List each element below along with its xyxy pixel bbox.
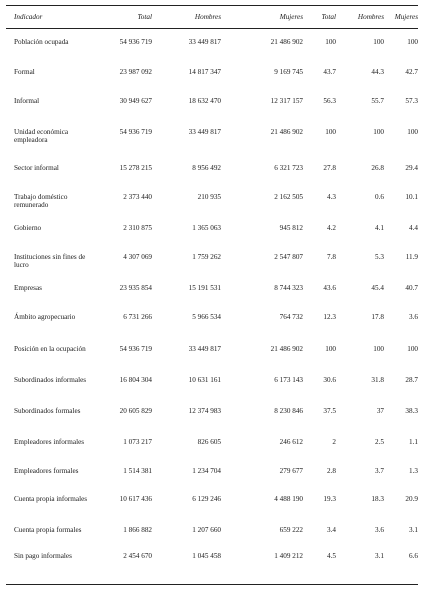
cell-hombres-pct: 45.4 <box>371 284 384 292</box>
cell-total-pct: 4.5 <box>327 552 336 560</box>
cell-hombres-pct: 100 <box>373 128 384 136</box>
cell-total: 23 987 092 <box>119 68 152 76</box>
cell-total: 54 936 719 <box>119 128 152 136</box>
table-row <box>6 88 418 119</box>
cell-total-pct: 4.3 <box>327 193 336 201</box>
cell-hombres: 15 191 531 <box>188 284 221 292</box>
cell-mujeres-pct: 6.6 <box>409 552 418 560</box>
cell-hombres: 8 956 492 <box>192 164 221 172</box>
cell-total-pct: 43.7 <box>323 68 336 76</box>
cell-total-pct: 100 <box>325 345 336 353</box>
cell-total: 2 310 875 <box>123 224 152 232</box>
cell-hombres: 33 449 817 <box>188 345 221 353</box>
cell-hombres-pct: 5.3 <box>375 253 384 261</box>
cell-mujeres-pct: 4.4 <box>409 224 418 232</box>
cell-hombres-pct: 0.6 <box>375 193 384 201</box>
cell-mujeres-pct: 10.1 <box>405 193 418 201</box>
cell-indicator: Cuenta propia informales <box>14 495 88 503</box>
cell-total: 15 278 215 <box>119 164 152 172</box>
cell-total: 1 514 381 <box>123 467 152 475</box>
cell-hombres-pct: 4.1 <box>375 224 384 232</box>
cell-mujeres-pct: 42.7 <box>405 68 418 76</box>
table-row <box>6 429 418 458</box>
table-row <box>6 398 418 429</box>
cell-total: 16 804 304 <box>119 376 152 384</box>
cell-mujeres: 21 486 902 <box>270 38 303 46</box>
table-row <box>6 215 418 244</box>
cell-mujeres: 21 486 902 <box>270 128 303 136</box>
cell-mujeres-pct: 1.1 <box>409 438 418 446</box>
cell-total: 1 866 882 <box>123 526 152 534</box>
cell-hombres-pct: 3.6 <box>375 526 384 534</box>
cell-hombres-pct: 37 <box>376 407 384 415</box>
cell-mujeres: 6 173 143 <box>274 376 303 384</box>
table-row <box>6 59 418 88</box>
cell-mujeres: 1 409 212 <box>274 552 303 560</box>
cell-hombres-pct: 31.8 <box>371 376 384 384</box>
cell-mujeres-pct: 1.3 <box>409 467 418 475</box>
table-row <box>6 458 418 486</box>
cell-indicator: Empleadores informales <box>14 438 85 446</box>
cell-total-pct: 12.3 <box>323 313 336 321</box>
cell-indicator: Población ocupada <box>14 38 69 46</box>
header-mujeres: Mujeres <box>279 13 303 21</box>
cell-hombres-pct: 18.3 <box>371 495 384 503</box>
cell-hombres-pct: 26.8 <box>371 164 384 172</box>
cell-mujeres: 2 162 505 <box>274 193 303 201</box>
table-row <box>6 517 418 543</box>
cell-hombres-pct: 100 <box>373 345 384 353</box>
cell-hombres: 826 605 <box>197 438 221 446</box>
header-hombres: Hombres <box>194 13 221 21</box>
cell-mujeres-pct: 3.6 <box>409 313 418 321</box>
cell-indicator: Gobierno <box>14 224 42 232</box>
header-row <box>6 6 418 28</box>
cell-indicator: Ámbito agropecuario <box>14 313 76 321</box>
cell-indicator: Empleadores formales <box>14 467 79 475</box>
cell-total: 6 731 266 <box>123 313 152 321</box>
cell-total-pct: 7.8 <box>327 253 336 261</box>
cell-hombres: 210 935 <box>197 193 221 201</box>
cell-hombres: 33 449 817 <box>188 128 221 136</box>
cell-total-pct: 100 <box>325 128 336 136</box>
cell-mujeres-pct: 3.1 <box>409 526 418 534</box>
cell-indicator: Subordinados informales <box>14 376 87 384</box>
table-row <box>6 367 418 398</box>
cell-hombres: 14 817 347 <box>188 68 221 76</box>
cell-mujeres-pct: 29.4 <box>405 164 418 172</box>
header-indicador: Indicador <box>14 13 43 21</box>
cell-mujeres: 6 321 723 <box>274 164 303 172</box>
cell-hombres-pct: 100 <box>373 38 384 46</box>
cell-mujeres-pct: 20.9 <box>405 495 418 503</box>
cell-hombres-pct: 44.3 <box>371 68 384 76</box>
cell-mujeres: 659 222 <box>279 526 303 534</box>
cell-indicator: Formal <box>14 68 35 76</box>
table-row <box>6 275 418 304</box>
cell-indicator: Instituciones sin fines de lucro <box>14 253 86 269</box>
cell-mujeres: 8 744 323 <box>274 284 303 292</box>
cell-total-pct: 37.5 <box>323 407 336 415</box>
cell-hombres: 10 631 161 <box>188 376 221 384</box>
cell-total-pct: 100 <box>325 38 336 46</box>
cell-mujeres-pct: 100 <box>407 38 418 46</box>
cell-mujeres-pct: 11.9 <box>405 253 418 261</box>
table-row <box>6 543 418 568</box>
cell-indicator: Trabajo doméstico remunerado <box>14 193 68 209</box>
header-total: Total <box>137 13 152 21</box>
cell-total: 2 373 440 <box>123 193 152 201</box>
cell-mujeres: 4 488 190 <box>274 495 303 503</box>
cell-total: 10 617 436 <box>119 495 152 503</box>
cell-mujeres: 279 677 <box>279 467 303 475</box>
cell-mujeres: 12 317 157 <box>270 97 303 105</box>
cell-mujeres-pct: 28.7 <box>405 376 418 384</box>
cell-mujeres-pct: 38.3 <box>405 407 418 415</box>
cell-hombres-pct: 17.8 <box>371 313 384 321</box>
cell-indicator: Sector informal <box>14 164 59 172</box>
table-row <box>6 155 418 184</box>
header-hombres-pct: Hombres <box>357 13 384 21</box>
cell-hombres-pct: 2.5 <box>375 438 384 446</box>
cell-total: 23 935 854 <box>119 284 152 292</box>
cell-mujeres: 764 732 <box>279 313 303 321</box>
table-row <box>6 486 418 517</box>
cell-hombres: 33 449 817 <box>188 38 221 46</box>
header-mujeres-pct: Mujeres <box>394 13 418 21</box>
cell-mujeres: 246 612 <box>279 438 303 446</box>
cell-total-pct: 43.6 <box>323 284 336 292</box>
cell-hombres: 6 129 246 <box>192 495 221 503</box>
cell-indicator: Unidad económica empleadora <box>14 128 69 144</box>
cell-total: 54 936 719 <box>119 38 152 46</box>
cell-total: 54 936 719 <box>119 345 152 353</box>
cell-total-pct: 30.6 <box>323 376 336 384</box>
cell-indicator: Sin pago informales <box>14 552 72 560</box>
table-row <box>6 119 418 155</box>
cell-total-pct: 4.2 <box>327 224 336 232</box>
cell-mujeres-pct: 100 <box>407 345 418 353</box>
occupation-table <box>6 6 418 568</box>
cell-mujeres-pct: 40.7 <box>405 284 418 292</box>
cell-mujeres: 9 169 745 <box>274 68 303 76</box>
cell-indicator: Posición en la ocupación <box>14 345 86 353</box>
cell-mujeres: 8 230 846 <box>274 407 303 415</box>
cell-total-pct: 2.8 <box>327 467 336 475</box>
cell-mujeres-pct: 100 <box>407 128 418 136</box>
header-total-pct: Total <box>321 13 336 21</box>
cell-indicator: Empresas <box>14 284 42 292</box>
cell-hombres: 12 374 983 <box>188 407 221 415</box>
cell-hombres: 1 365 063 <box>192 224 221 232</box>
bottom-rule <box>6 584 418 585</box>
cell-hombres-pct: 3.7 <box>375 467 384 475</box>
cell-total: 30 949 627 <box>119 97 152 105</box>
cell-hombres: 1 045 458 <box>192 552 221 560</box>
cell-total-pct: 56.3 <box>323 97 336 105</box>
cell-total-pct: 3.4 <box>327 526 336 534</box>
cell-mujeres: 21 486 902 <box>270 345 303 353</box>
cell-hombres: 1 234 704 <box>192 467 221 475</box>
cell-hombres: 1 207 660 <box>192 526 221 534</box>
cell-mujeres: 945 812 <box>279 224 303 232</box>
cell-total-pct: 27.8 <box>323 164 336 172</box>
table-row <box>6 304 418 336</box>
cell-total: 4 307 069 <box>123 253 152 261</box>
table-row <box>6 244 418 275</box>
cell-mujeres-pct: 57.3 <box>405 97 418 105</box>
table-row <box>6 28 418 59</box>
cell-indicator: Informal <box>14 97 40 105</box>
cell-total-pct: 19.3 <box>323 495 336 503</box>
cell-hombres-pct: 55.7 <box>371 97 384 105</box>
cell-total-pct: 2 <box>332 438 336 446</box>
cell-hombres: 18 632 470 <box>188 97 221 105</box>
cell-total: 1 073 217 <box>123 438 152 446</box>
table-row <box>6 336 418 367</box>
cell-total: 20 605 829 <box>119 407 152 415</box>
cell-indicator: Cuenta propia formales <box>14 526 82 534</box>
cell-hombres: 1 759 262 <box>192 253 221 261</box>
table-row <box>6 184 418 215</box>
cell-total: 2 454 670 <box>123 552 152 560</box>
cell-indicator: Subordinados formales <box>14 407 81 415</box>
cell-hombres: 5 966 534 <box>192 313 221 321</box>
cell-hombres-pct: 3.1 <box>375 552 384 560</box>
cell-mujeres: 2 547 807 <box>274 253 303 261</box>
